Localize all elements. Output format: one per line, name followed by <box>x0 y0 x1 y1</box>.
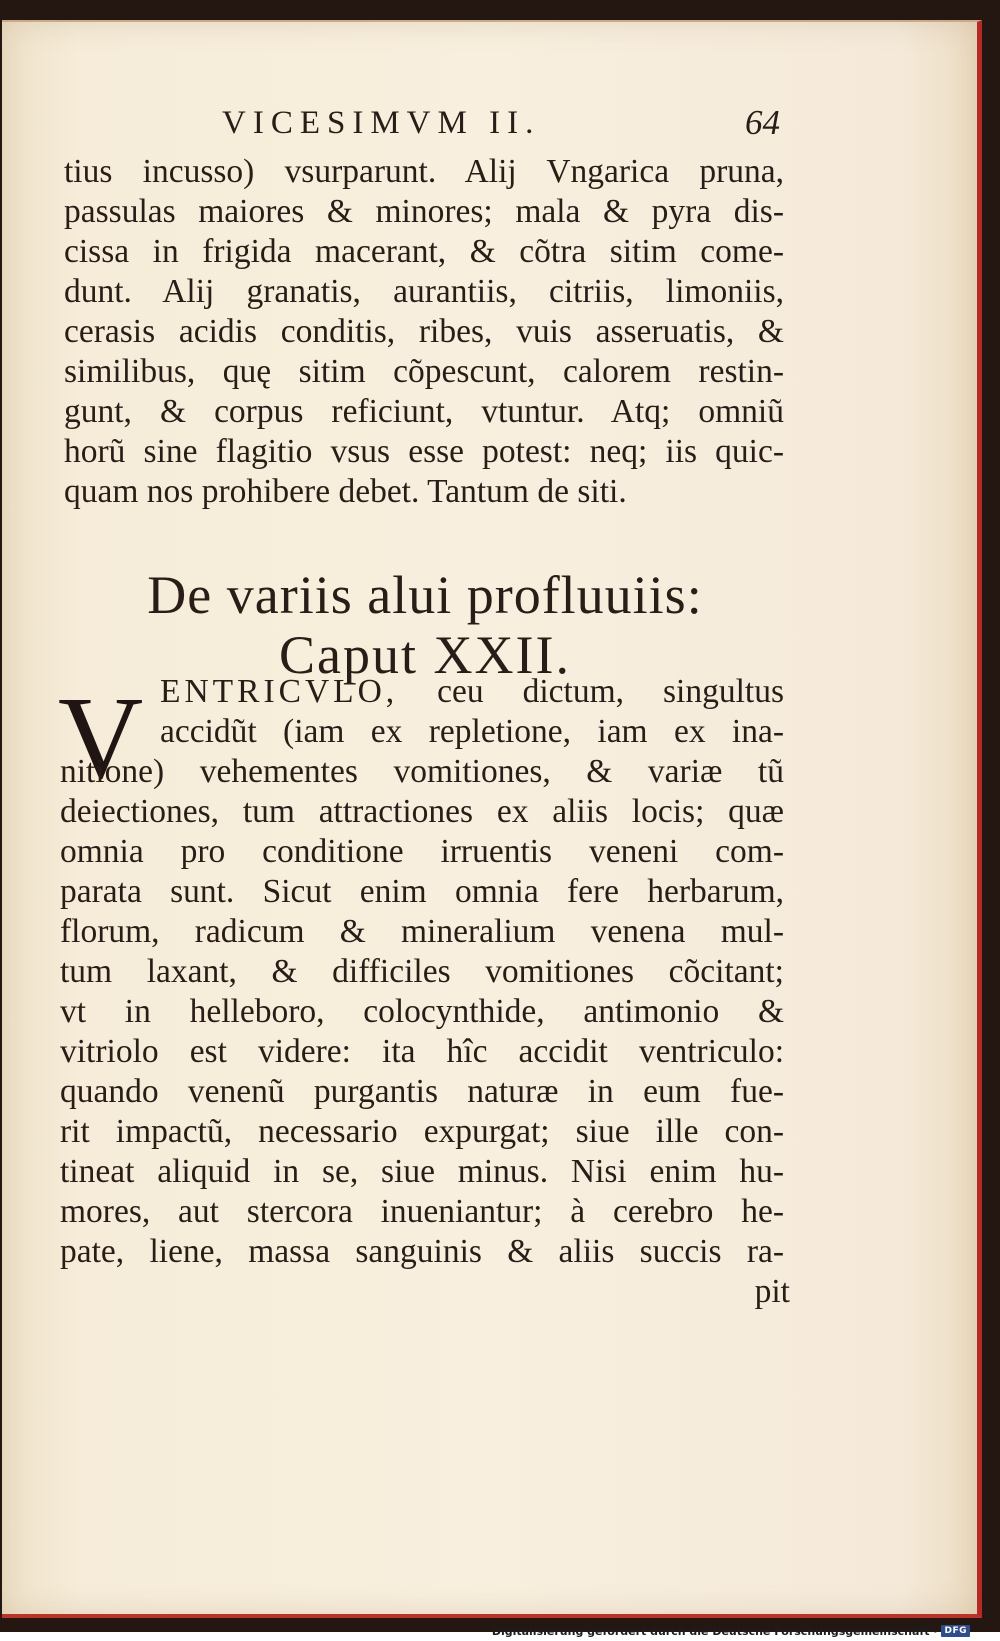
text-line: accidũt (iam ex repletione, iam ex ina- <box>160 713 784 750</box>
text-line: gunt, & corpus reficiunt, vtuntur. Atq; omniũ <box>64 393 784 430</box>
page-number: 64 <box>745 103 780 142</box>
text-line: parata sunt. Sicut enim omnia fere herbarum, <box>60 873 784 910</box>
first-line-rest: ceu dictum, singultus <box>398 673 784 710</box>
running-head <box>40 98 780 148</box>
text-line: vitriolo est videre: ita hîc accidit ventriculo: <box>60 1033 784 1070</box>
catchword: pit <box>754 1273 790 1310</box>
text-line: tum laxant, & difficiles vomitiones cõcitant; <box>60 953 784 990</box>
text-line: quam nos prohibere debet. Tantum de siti. <box>64 473 627 510</box>
text-line: omnia pro conditione irruentis veneni com- <box>60 833 784 870</box>
text-line: passulas maiores & minores; mala & pyra dis- <box>64 193 784 230</box>
credit-text: Digitalisierung gefördert durch die Deutsche Forschungsgemeinschaft · <box>491 1624 938 1638</box>
chapter-heading-line-1: De variis alui profluuiis: <box>147 565 703 625</box>
text-line: cissa in frigida macerant, & cõtra sitim come- <box>64 233 784 270</box>
text-line: similibus, quę sitim cõpescunt, calorem restin- <box>64 353 784 390</box>
first-text-line <box>160 670 784 714</box>
text-line: tius incusso) vsurparunt. Alij Vngarica pruna, <box>64 153 784 190</box>
text-line: mores, aut stercora inueniantur; à cerebro he- <box>60 1193 784 1230</box>
text-line: tineat aliquid in se, siue minus. Nisi enim hu- <box>60 1153 784 1190</box>
chapter-heading-line-2: Caput XXII. <box>279 625 571 685</box>
digitization-credit <box>492 1623 970 1639</box>
drop-cap: V <box>58 672 144 803</box>
dfg-logo-icon: DFG <box>941 1625 970 1637</box>
text-line: deiectiones, tum attractiones ex aliis locis; quæ <box>60 793 784 830</box>
first-word: ENTRICVLO, <box>160 673 399 710</box>
text-line: quando venenũ purgantis naturæ in eum fue- <box>60 1073 784 1110</box>
text-line: vt in helleboro, colocynthide, antimonio & <box>60 993 784 1030</box>
text-line: horũ sine flagitio vsus esse potest: neq; iis quic- <box>64 433 784 470</box>
text-line: nitione) vehementes vomitiones, & variæ tũ <box>60 753 784 790</box>
text-line: florum, radicum & mineralium venena mul- <box>60 913 784 950</box>
text-line: pate, liene, massa sanguinis & aliis succis ra- <box>60 1233 784 1270</box>
running-title: VICESIMVM II. <box>222 105 541 141</box>
text-line: dunt. Alij granatis, aurantiis, citriis, limoniis, <box>64 273 784 310</box>
text-line: rit impactũ, necessario expurgat; siue ille con- <box>60 1113 784 1150</box>
text-line: cerasis acidis conditis, ribes, vuis asseruatis, & <box>64 313 784 350</box>
